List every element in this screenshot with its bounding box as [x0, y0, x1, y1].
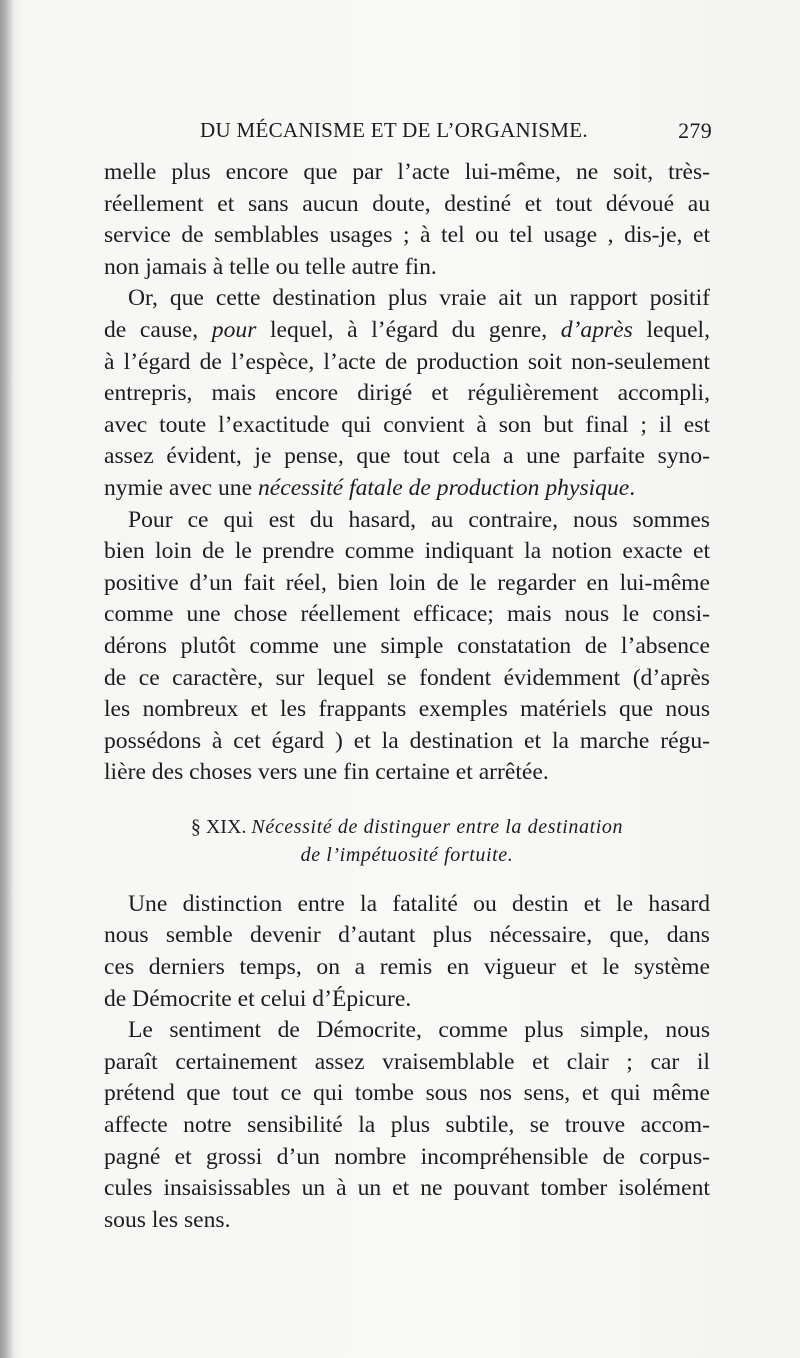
text-line: service de semblables usages ; à tel ou tel usage , dis-je, et: [104, 222, 710, 249]
text-line: possédons à cet égard ) et la destination et la marche régu-: [104, 727, 710, 754]
text-line: comme une chose réellement efficace; mais nous le consi-: [104, 601, 710, 628]
text-line: non jamais à telle ou telle autre fin.: [104, 253, 437, 280]
text-segment: de cause,: [104, 316, 212, 343]
text-line: réellement et sans aucun doute, destiné et tout dévoué au: [104, 190, 710, 217]
section-number: § XIX.: [190, 815, 247, 838]
text-line: cules insaisissables un à un et ne pouvant tomber isolément: [104, 1175, 710, 1202]
italic-phrase: nécessité fatale de production physique: [257, 474, 630, 501]
text-line: ces derniers temps, on a remis en vigueur et le système: [104, 954, 710, 981]
text-line: Pour ce qui est du hasard, au contraire, nous sommes: [128, 506, 710, 533]
italic-word: d’après: [560, 316, 633, 343]
text-line: avec toute l’exactitude qui convient à son but final ; il est: [104, 411, 710, 438]
text-line: prétend que tout ce qui tombe sous nos sens, et qui même: [104, 1080, 710, 1107]
text-segment: lequel,: [632, 316, 711, 343]
paragraph-2: [104, 283, 710, 504]
page-number: 279: [678, 118, 712, 143]
text-segment: lequel, à l’égard du genre,: [256, 316, 561, 343]
paragraph-3: [104, 505, 710, 789]
text-line: à l’égard de l’espèce, l’acte de production soit non-seulement: [104, 348, 710, 375]
text-line: de ce caractère, sur lequel se fondent évidemment (d’après: [104, 664, 710, 691]
section-title: Nécessité de distinguer entre la destination: [251, 815, 624, 838]
text-line: Or, que cette destination plus vraie ait un rapport positif: [128, 285, 710, 312]
body-text: [104, 157, 710, 1236]
section-heading: [104, 813, 710, 869]
text-line: pagné et grossi d’un nombre incompréhensible de corpus-: [104, 1143, 710, 1170]
paragraph-1: [104, 157, 710, 283]
text-line: [104, 315, 710, 347]
page-header: [200, 118, 712, 148]
text-segment: nymie avec une: [104, 474, 258, 501]
text-line: Une distinction entre la fatalité ou destin et le hasard: [128, 890, 710, 917]
text-line: de Démocrite et celui d’Épicure.: [104, 985, 412, 1012]
text-line: sous les sens.: [104, 1206, 231, 1233]
text-line: paraît certainement assez vraisemblable et clair ; car il: [104, 1048, 710, 1075]
italic-word: pour: [211, 316, 257, 343]
text-line: dérons plutôt comme une simple constatation de l’absence: [104, 632, 710, 659]
text-segment: .: [629, 474, 636, 501]
text-line: les nombreux et les frappants exemples matériels que nous: [104, 696, 710, 723]
text-line: entrepris, mais encore dirigé et régulièrement accompli,: [104, 380, 710, 407]
paragraph-4: [104, 889, 710, 1015]
text-line: melle plus encore que par l’acte lui-même, ne soit, très-: [104, 159, 710, 185]
text-line: positive d’un fait réel, bien loin de le regarder en lui-même: [104, 569, 710, 596]
section-heading-line-2: de l’impétuosité fortuite.: [300, 843, 514, 866]
paragraph-5: [104, 1015, 710, 1236]
text-line: nous semble devenir d’autant plus nécessaire, que, dans: [104, 922, 710, 949]
text-line: lière des choses vers une fin certaine et arrêtée.: [104, 759, 549, 786]
gutter-shadow: [0, 0, 14, 1358]
text-line: affecte notre sensibilité la plus subtile, se trouve accom-: [104, 1112, 710, 1139]
section-heading-line-1: [104, 813, 710, 841]
text-line: [104, 473, 710, 505]
text-line: bien loin de le prendre comme indiquant la notion exacte et: [104, 538, 710, 565]
text-line: assez évident, je pense, que tout cela a une parfaite syno-: [104, 443, 710, 470]
running-head: DU MÉCANISME ET DE L’ORGANISME.: [200, 118, 588, 142]
text-line: Le sentiment de Démocrite, comme plus simple, nous: [128, 1017, 710, 1044]
